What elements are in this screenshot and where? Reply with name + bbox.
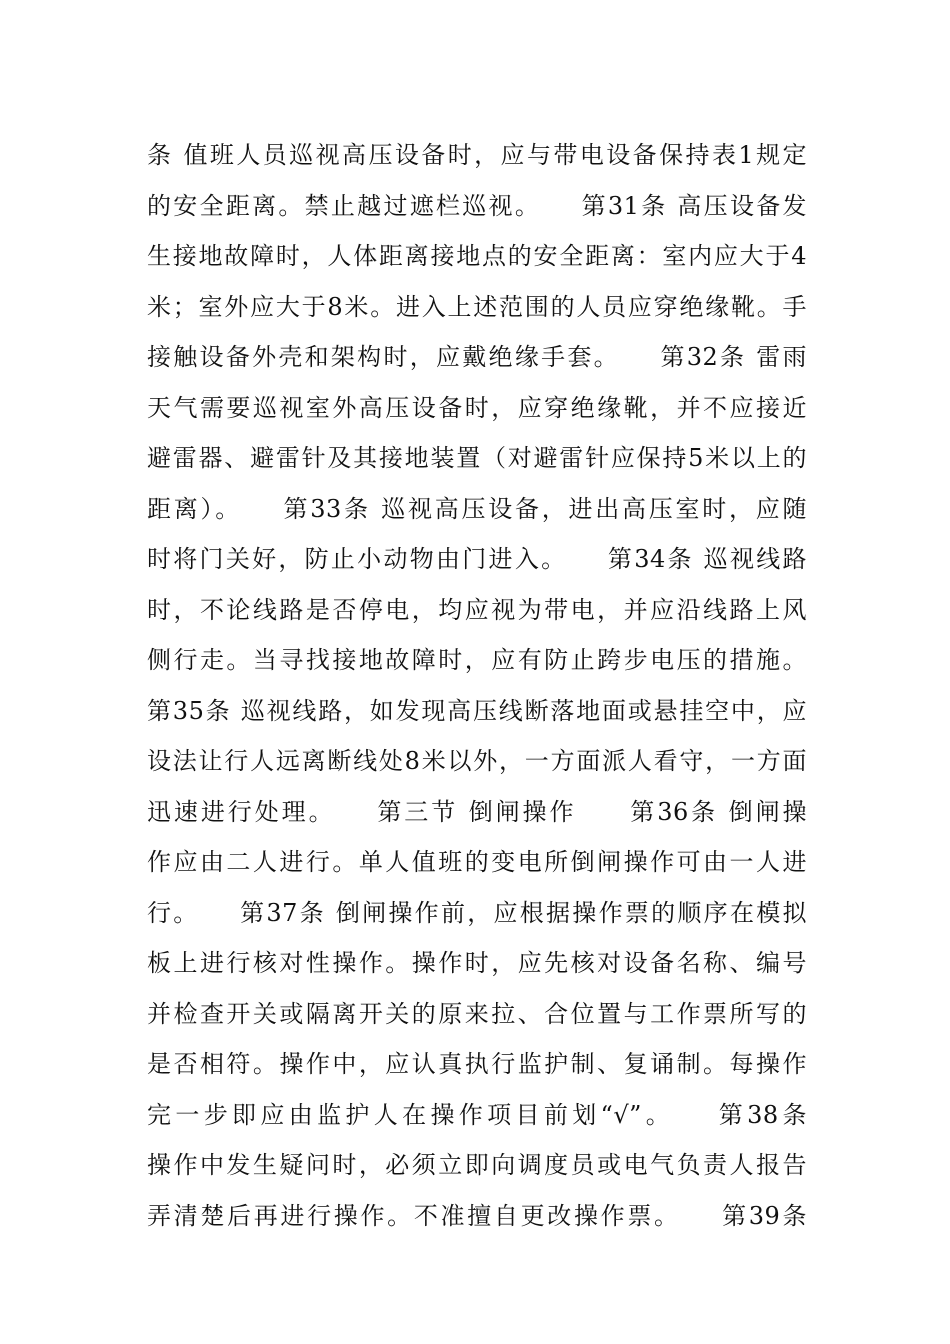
text-line: 弄清楚后再进行操作。不准擅自更改操作票。 第39条 (147, 1201, 807, 1230)
text-line: 操作中发生疑问时，必须立即向调度员或电气负责人报告 (147, 1151, 807, 1179)
text-line: 作应由二人进行。单人值班的变电所倒闸操作可由一人进 (147, 848, 807, 876)
text-line: 第35条 巡视线路，如发现高压线断落地面或悬挂空中，应 (147, 696, 807, 725)
text-line: 天气需要巡视室外高压设备时，应穿绝缘靴，并不应接近 (147, 393, 807, 422)
text-line: 避雷器、避雷针及其接地装置（对避雷针应保持5米以上的 (147, 444, 807, 472)
text-line: 并检查开关或隔离开关的原来拉、合位置与工作票所写的 (147, 999, 807, 1028)
text-line: 板上进行核对性操作。操作时，应先核对设备名称、编号 (147, 949, 807, 977)
text-line: 迅速进行处理。 第三节 倒闸操作 第36条 倒闸操 (147, 797, 807, 826)
text-line: 米；室外应大于8米。进入上述范围的人员应穿绝缘靴。手 (147, 292, 807, 321)
text-line: 时将门关好，防止小动物由门进入。 第34条 巡视线路 (147, 545, 807, 573)
text-line: 距离）。 第33条 巡视高压设备，进出高压室时，应随 (147, 494, 807, 523)
text-line: 行。 第37条 倒闸操作前，应根据操作票的顺序在模拟 (147, 898, 807, 927)
text-line: 时，不论线路是否停电，均应视为带电，并应沿线路上风 (147, 595, 807, 624)
text-line: 条 值班人员巡视高压设备时，应与带电设备保持表1规定 (147, 141, 807, 169)
text-line: 接触设备外壳和架构时，应戴绝缘手套。 第32条 雷雨 (147, 343, 807, 371)
text-line: 的安全距离。禁止越过遮栏巡视。 第31条 高压设备发 (147, 191, 807, 220)
text-line: 设法让行人远离断线处8米以外，一方面派人看守，一方面 (147, 747, 807, 775)
text-line: 生接地故障时，人体距离接地点的安全距离：室内应大于4 (147, 242, 807, 270)
text-line: 是否相符。操作中，应认真执行监护制、复诵制。每操作 (147, 1050, 807, 1078)
text-line: 完一步即应由监护人在操作项目前划“√”。 第38条 (147, 1100, 807, 1129)
body-text (147, 130, 807, 1241)
text-line: 侧行走。当寻找接地故障时，应有防止跨步电压的措施。 (147, 646, 807, 674)
